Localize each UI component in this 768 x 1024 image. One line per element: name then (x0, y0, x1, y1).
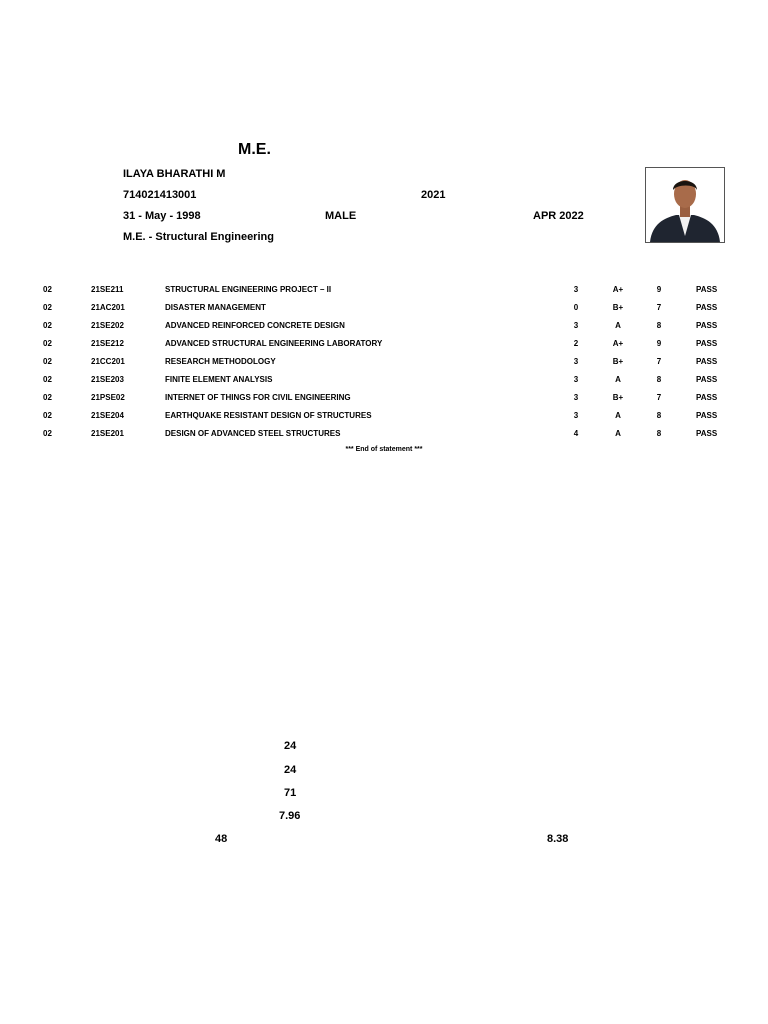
summary-value-3: 71 (284, 787, 297, 799)
student-photo-icon (646, 168, 724, 242)
course-code: 21SE202 (91, 321, 124, 330)
result: PASS (696, 285, 718, 294)
credits: 4 (573, 429, 579, 438)
semester: 02 (43, 393, 52, 402)
result: PASS (696, 393, 718, 402)
table-row (0, 355, 768, 373)
grade: A+ (612, 285, 624, 294)
grade-point: 8 (656, 429, 662, 438)
batch-year: 2021 (421, 189, 446, 201)
grade: A+ (612, 339, 624, 348)
course-code: 21SE201 (91, 429, 124, 438)
semester: 02 (43, 321, 52, 330)
credits: 3 (573, 357, 579, 366)
grade-point: 7 (656, 303, 662, 312)
branch: M.E. - Structural Engineering (123, 231, 274, 243)
credits: 0 (573, 303, 579, 312)
semester: 02 (43, 285, 52, 294)
result: PASS (696, 375, 718, 384)
semester: 02 (43, 303, 52, 312)
credits: 3 (573, 321, 579, 330)
semester: 02 (43, 339, 52, 348)
result: PASS (696, 429, 718, 438)
grade: A (615, 429, 621, 438)
semester: 02 (43, 411, 52, 420)
semester: 02 (43, 357, 52, 366)
table-row (0, 301, 768, 319)
result: PASS (696, 357, 718, 366)
table-row (0, 373, 768, 391)
course-title: INTERNET OF THINGS FOR CIVIL ENGINEERING (165, 393, 351, 402)
course-code: 21AC201 (91, 303, 125, 312)
table-row (0, 319, 768, 337)
credits: 2 (573, 339, 579, 348)
exam-session: APR 2022 (533, 210, 584, 222)
result: PASS (696, 411, 718, 420)
credits: 3 (573, 411, 579, 420)
result: PASS (696, 321, 718, 330)
course-code: 21SE204 (91, 411, 124, 420)
course-title: ADVANCED REINFORCED CONCRETE DESIGN (165, 321, 345, 330)
grade-point: 8 (656, 411, 662, 420)
grade-point: 8 (656, 375, 662, 384)
gender: MALE (325, 210, 357, 222)
end-of-statement: *** End of statement *** (345, 446, 423, 453)
result: PASS (696, 339, 718, 348)
degree-title: M.E. (238, 141, 271, 158)
semester: 02 (43, 429, 52, 438)
course-title: DESIGN OF ADVANCED STEEL STRUCTURES (165, 429, 341, 438)
grade-point: 9 (656, 339, 662, 348)
grade: A (615, 411, 621, 420)
grade-point: 9 (656, 285, 662, 294)
summary-value-4: 7.96 (279, 810, 301, 822)
summary-value-1: 24 (284, 740, 297, 752)
date-of-birth: 31 - May - 1998 (123, 210, 201, 222)
summary-value-5: 48 (215, 833, 228, 845)
course-title: EARTHQUAKE RESISTANT DESIGN OF STRUCTURES (165, 411, 372, 420)
course-title: FINITE ELEMENT ANALYSIS (165, 375, 273, 384)
student-name: ILAYA BHARATHI M (123, 168, 226, 180)
register-number: 714021413001 (123, 189, 197, 201)
table-row (0, 409, 768, 427)
table-row (0, 427, 768, 445)
table-row (0, 337, 768, 355)
course-list (0, 283, 768, 445)
student-photo (645, 167, 725, 243)
credits: 3 (573, 393, 579, 402)
course-code: 21PSE02 (91, 393, 125, 402)
grade-point: 7 (656, 357, 662, 366)
grade: A (615, 375, 621, 384)
course-title: STRUCTURAL ENGINEERING PROJECT – II (165, 285, 332, 294)
course-title: RESEARCH METHODOLOGY (165, 357, 276, 366)
course-code: 21SE211 (91, 285, 124, 294)
credits: 3 (573, 375, 579, 384)
grade: A (615, 321, 621, 330)
grade: B+ (612, 393, 624, 402)
table-row (0, 283, 768, 301)
course-title: DISASTER MANAGEMENT (165, 303, 266, 312)
course-code: 21CC201 (91, 357, 125, 366)
table-row (0, 391, 768, 409)
course-title: ADVANCED STRUCTURAL ENGINEERING LABORATORY (165, 339, 383, 348)
grade-point: 7 (656, 393, 662, 402)
summary-value-6: 8.38 (547, 833, 569, 845)
course-code: 21SE203 (91, 375, 124, 384)
course-code: 21SE212 (91, 339, 124, 348)
summary-value-2: 24 (284, 764, 297, 776)
grade: B+ (612, 303, 624, 312)
semester: 02 (43, 375, 52, 384)
credits: 3 (573, 285, 579, 294)
result: PASS (696, 303, 718, 312)
grade: B+ (612, 357, 624, 366)
grade-point: 8 (656, 321, 662, 330)
